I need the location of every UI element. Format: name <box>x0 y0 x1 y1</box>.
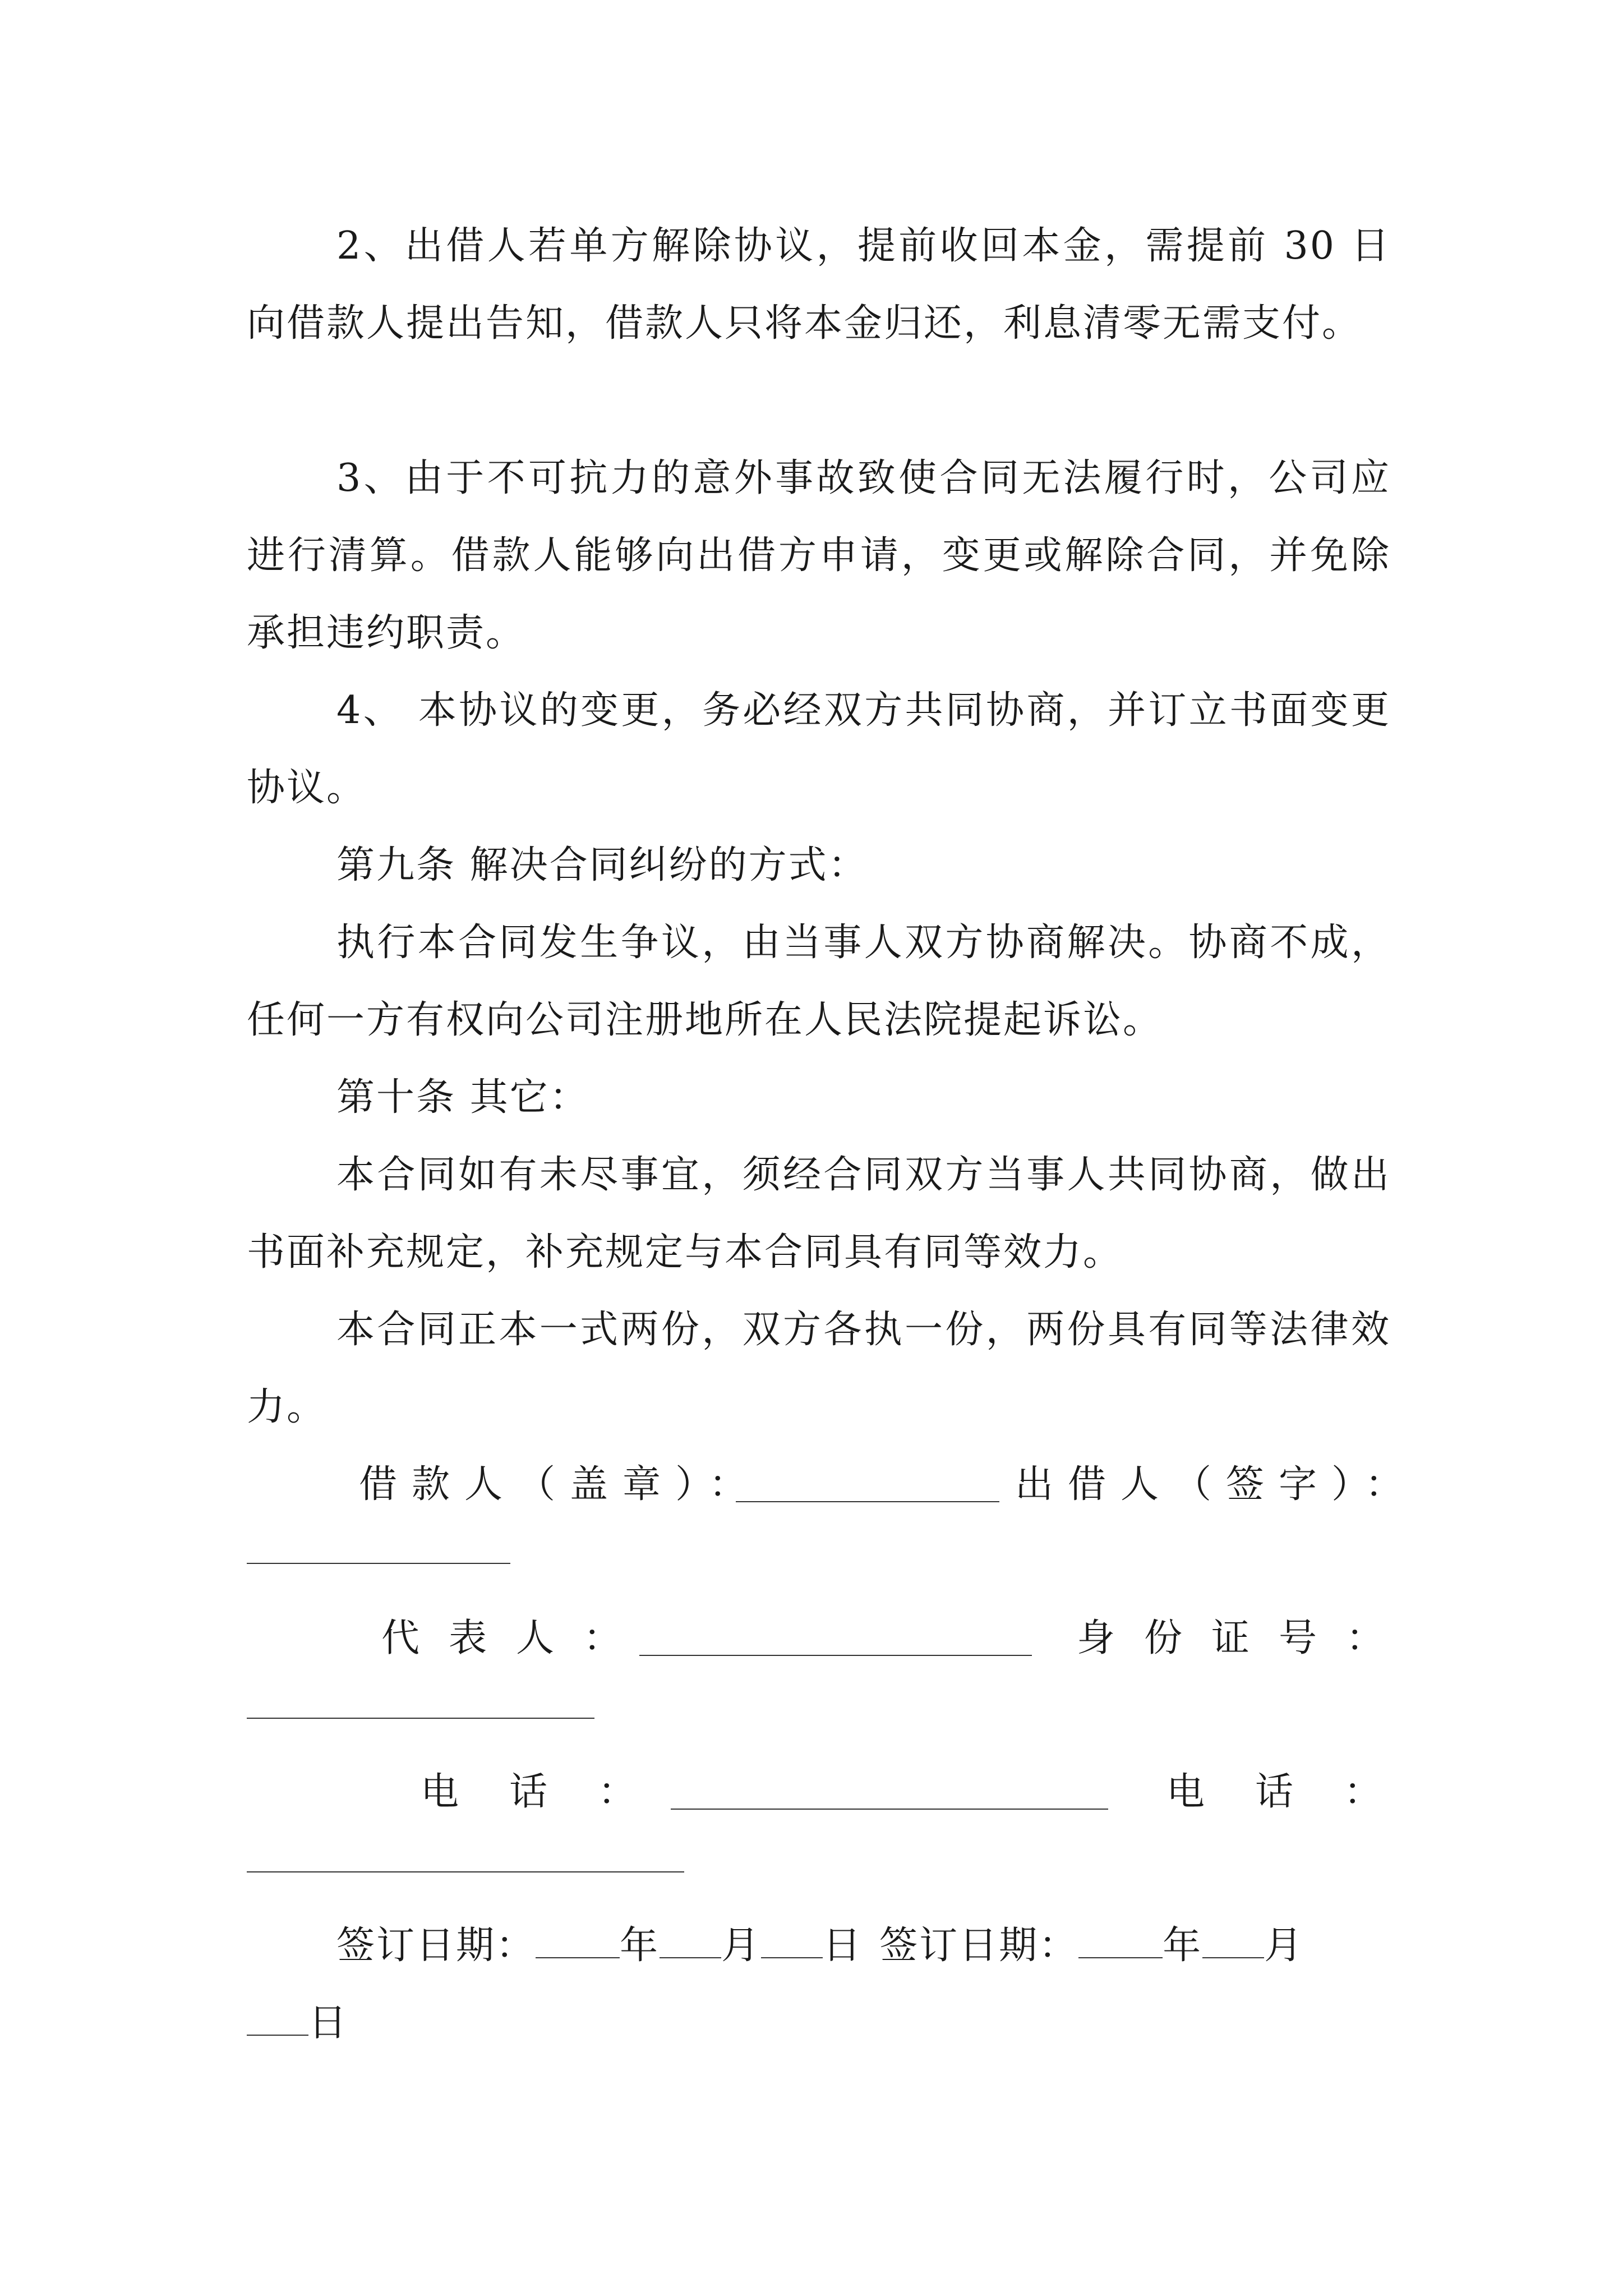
article-9-body: 执行本合同发生争议，由当事人双方协商解决。协商不成，任何一方有权向公司注册地所在人民法院提起诉讼。 <box>247 921 1391 1042</box>
representative-blank <box>639 1655 1032 1656</box>
right-year-unit: 年 <box>1163 1924 1203 1968</box>
left-day-blank <box>761 1927 823 1958</box>
phone-left-label: 电话： <box>421 1770 687 1814</box>
article-10-heading: 第十条 其它： <box>336 1075 589 1120</box>
phone-right-label: 电话： <box>1166 1770 1433 1814</box>
signature-row-representative <box>247 1600 1414 1677</box>
article-10-body: 本合同如有未尽事宜，须经合同双方当事人共同协商，做出书面补充规定，补充规定与本合同具有同等效力。 <box>247 1153 1391 1274</box>
signing-date-left-label: 签订日期： <box>336 1924 536 1968</box>
signing-date-row-continued <box>247 1985 348 2062</box>
right-month-unit: 月 <box>1264 1924 1304 1968</box>
clause-paragraph-4: 4、 本协议的变更，务必经双方共同协商，并订立书面变更协议。 <box>247 688 1391 810</box>
signature-row-phone <box>247 1754 1433 1831</box>
right-year-blank <box>1078 1927 1163 1958</box>
left-day-unit: 日 <box>823 1924 863 1968</box>
signature-row-borrower <box>247 1446 1418 1524</box>
left-month-blank <box>660 1927 721 1958</box>
borrower-seal-blank <box>736 1501 999 1502</box>
clause-paragraph-3: 3、由于不可抗力的意外事故致使合同无法履行时，公司应进行清算。借款人能够向出借方申请，变更或解除合同，并免除承担违约职责。 <box>247 456 1391 655</box>
signing-date-row <box>336 1907 1304 1985</box>
article-9-heading: 第九条 解决合同纠纷的方式： <box>336 843 868 887</box>
left-year-blank <box>536 1927 620 1958</box>
right-day-blank <box>247 2004 308 2036</box>
right-day-unit: 日 <box>308 2001 349 2045</box>
copies-paragraph: 本合同正本一式两份，双方各执一份，两份具有同等法律效力。 <box>247 1308 1391 1429</box>
representative-label: 代表人： <box>381 1616 651 1660</box>
id-number-blank <box>247 1718 594 1719</box>
clause-paragraph-2: 2、出借人若单方解除协议，提前收回本金，需提前 30 日向借款人提出告知，借款人只将本金归还，利息清零无需支付。 <box>247 224 1391 346</box>
left-year-unit: 年 <box>620 1924 660 1968</box>
id-number-label: 身份证号： <box>1077 1616 1414 1660</box>
phone-left-blank <box>671 1809 1108 1810</box>
borrower-seal-label: 借款人（盖章）： <box>359 1462 762 1507</box>
signing-date-right-label: 签订日期： <box>879 1924 1079 1968</box>
phone-right-blank <box>247 1871 684 1872</box>
left-month-unit: 月 <box>721 1924 762 1968</box>
lender-sign-blank <box>247 1563 510 1564</box>
lender-sign-label: 出借人（签字）： <box>1015 1462 1418 1507</box>
right-month-blank <box>1202 1927 1264 1958</box>
